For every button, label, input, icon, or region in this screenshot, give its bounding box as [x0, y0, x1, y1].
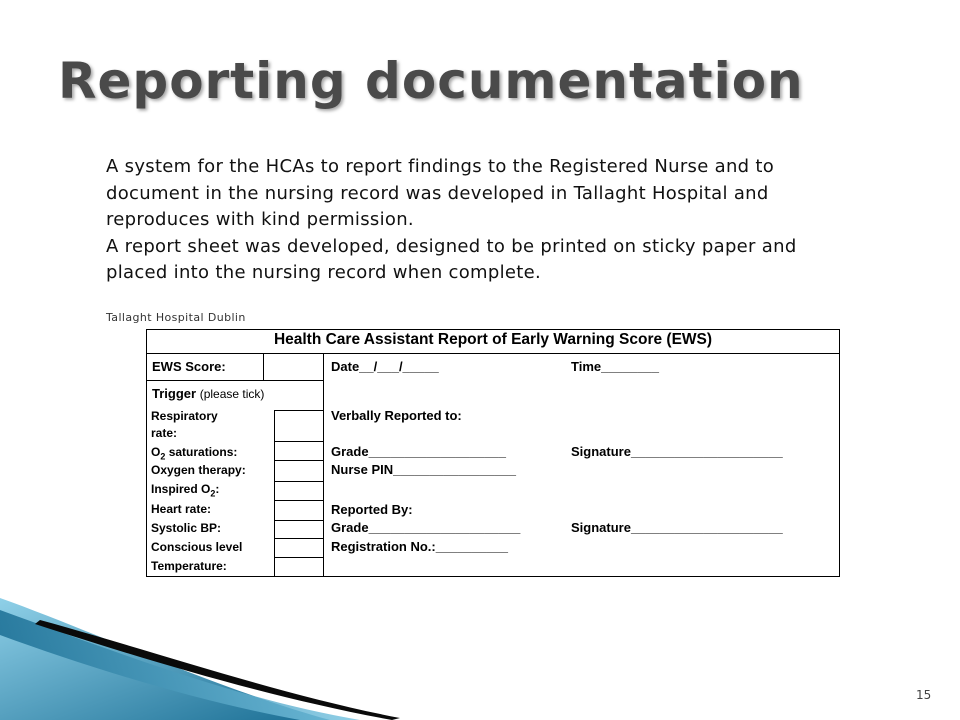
grade-field-1[interactable]: Grade___________________: [331, 444, 506, 459]
title-divider: [146, 353, 840, 354]
ews-score-label: EWS Score:: [152, 359, 226, 374]
trigger-oxygen-therapy: Oxygen therapy:: [151, 463, 246, 477]
tick-box-conscious-level[interactable]: [274, 538, 324, 539]
form-title: Health Care Assistant Report of Early Warning Score (EWS): [273, 331, 713, 348]
signature-field-2[interactable]: Signature_____________________: [571, 520, 783, 535]
trigger-temperature: Temperature:: [151, 559, 227, 573]
time-field[interactable]: Time________: [571, 359, 659, 374]
nurse-pin-field[interactable]: Nurse PIN_________________: [331, 462, 517, 477]
trigger-conscious-level: Conscious level: [151, 540, 243, 554]
score-row-divider: [146, 380, 324, 381]
tick-box-respiratory[interactable]: [274, 410, 324, 411]
tick-box-inspired-o2[interactable]: [274, 481, 324, 482]
intro-paragraph-2: A report sheet was developed, designed to be printed on sticky paper and placed into the nursing record when complete.: [106, 235, 797, 283]
date-field[interactable]: Date__/___/_____: [331, 359, 439, 374]
form-border-top: [146, 329, 840, 330]
trigger-respiratory-line1: Respiratory: [151, 409, 218, 423]
form-border-right: [839, 329, 840, 577]
trigger-heart-rate: Heart rate:: [151, 502, 212, 516]
verbally-reported-label: Verbally Reported to:: [331, 408, 462, 423]
trigger-header: [152, 386, 264, 401]
tick-box-o2-saturations[interactable]: [274, 441, 324, 442]
ews-report-form: [146, 329, 840, 577]
trigger-o2-saturations: $O_2$ saturations:: [151, 445, 238, 462]
footer-swoosh-decoration: [0, 590, 420, 720]
grade-field-2[interactable]: Grade_____________________: [331, 520, 521, 535]
trigger-respiratory-line2: rate:: [151, 426, 178, 440]
trigger-inspired-o2: Inspired $O_2$:: [151, 482, 220, 499]
tick-boxes-left-edge: [274, 410, 275, 577]
slide-title: Reporting documentation: [58, 52, 804, 110]
divider-score-box-left: [263, 353, 264, 380]
reported-by-label: Reported By:: [331, 502, 413, 517]
signature-field-1[interactable]: Signature_____________________: [571, 444, 783, 459]
trigger-hint: (please tick): [199, 387, 265, 401]
registration-field[interactable]: Registration No.:__________: [331, 539, 509, 554]
divider-main-column: [323, 353, 324, 577]
trigger-systolic-bp: Systolic BP:: [151, 521, 222, 535]
form-border-bottom: [146, 576, 840, 577]
tick-box-temperature[interactable]: [274, 557, 324, 558]
trigger-label: Trigger: [152, 386, 197, 401]
intro-paragraph-1: A system for the HCAs to report findings to the Registered Nurse and to document in the nursing record was developed in Tallaght Hospital and reproduces with kind permission.: [106, 156, 775, 230]
page-number: 15: [916, 688, 932, 702]
tick-box-heart-rate[interactable]: [274, 500, 324, 501]
form-border-left: [146, 329, 147, 577]
intro-text: [106, 154, 826, 287]
tick-box-oxygen-therapy[interactable]: [274, 460, 324, 461]
tick-box-systolic-bp[interactable]: [274, 520, 324, 521]
source-caption: Tallaght Hospital Dublin: [106, 311, 246, 324]
